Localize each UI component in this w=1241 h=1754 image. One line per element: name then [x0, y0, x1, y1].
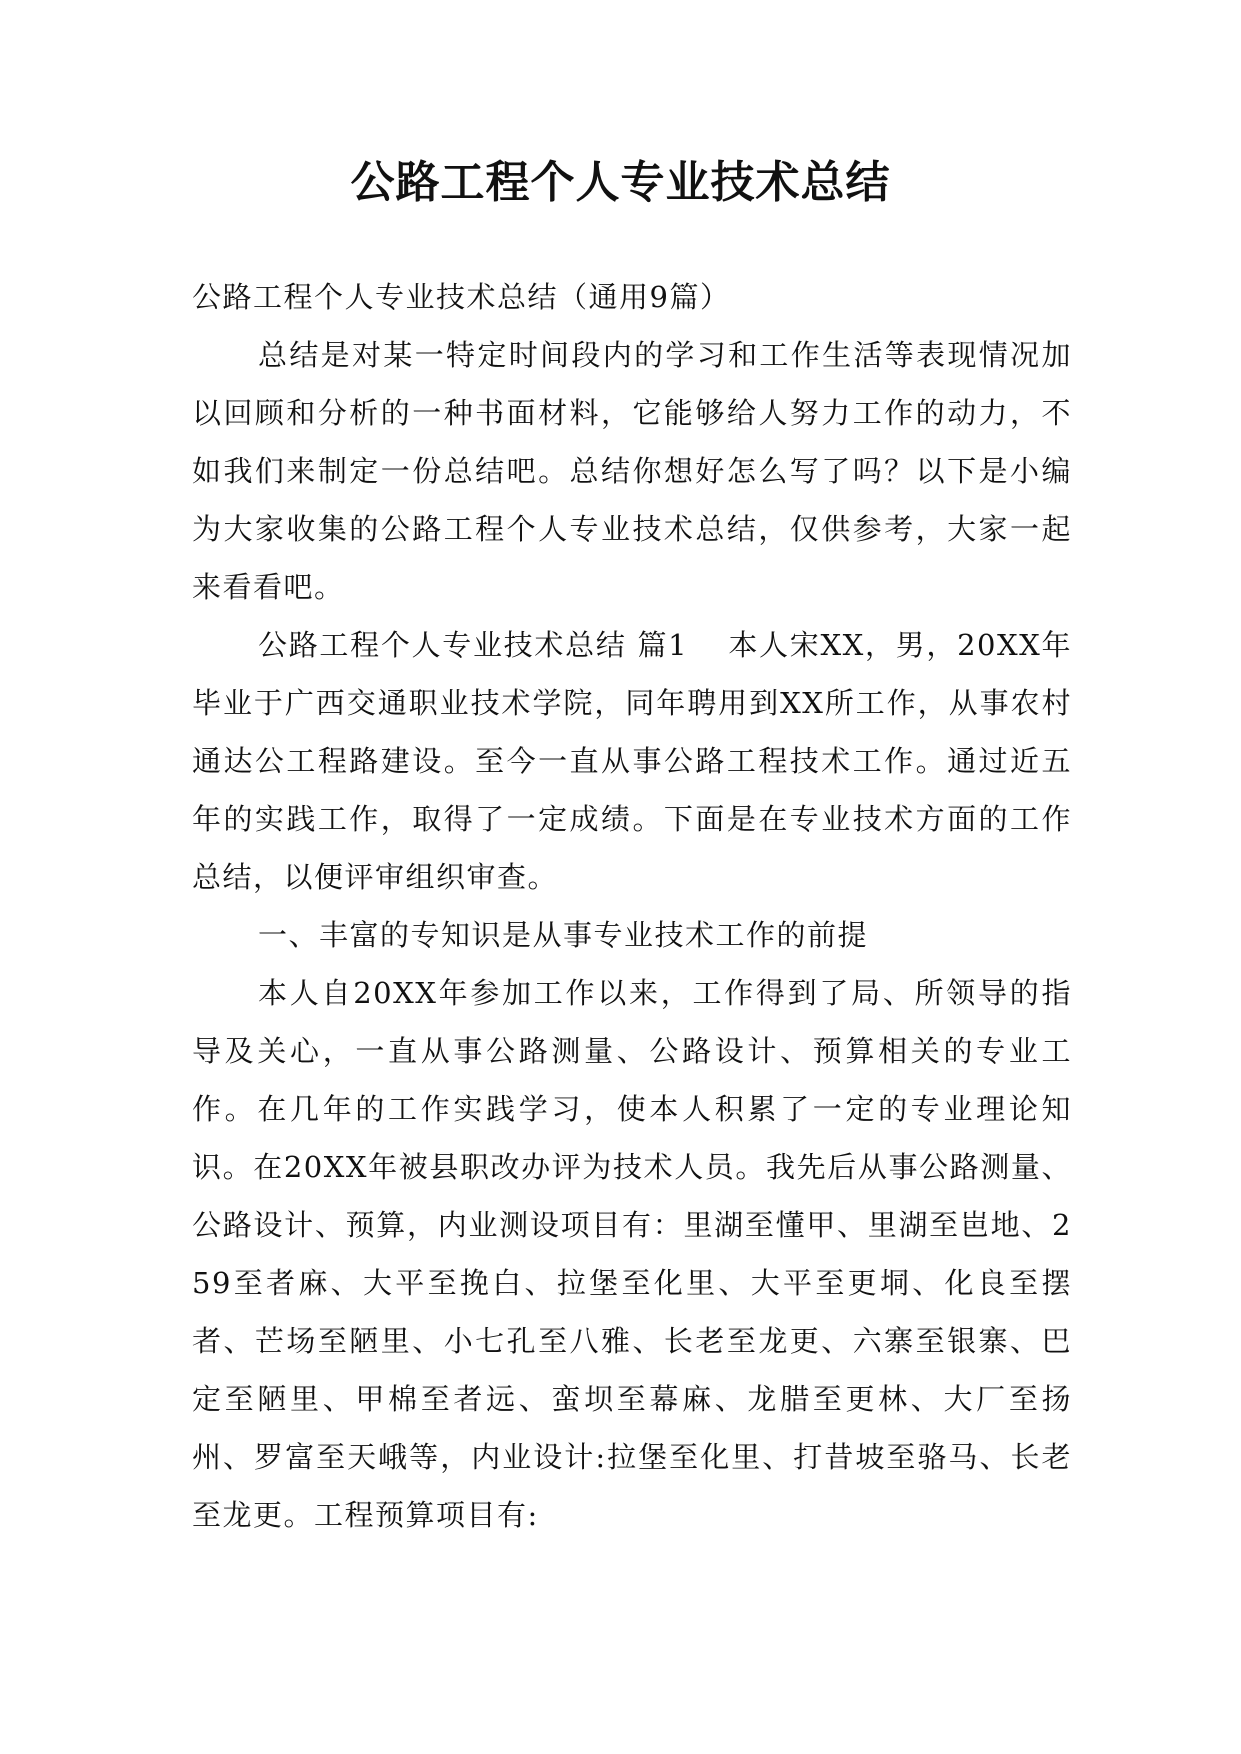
- section1-paragraph: [192, 616, 1072, 906]
- section1-text: 本人宋XX，男，20XX年毕业于广西交通职业技术学院，同年聘用到XX所工作，从事农村通达公工程路建设。至今一直从事公路工程技术工作。通过近五年的实践工作，取得了一定成绩。下面是在专业技术方面的工作总结，以便评审组织审查。: [192, 628, 1073, 894]
- point1-paragraph: 本人自20XX年参加工作以来，工作得到了局、所领导的指导及关心，一直从事公路测量、公路设计、预算相关的专业工作。在几年的工作实践学习，使本人积累了一定的专业理论知识。在20XX年被县职改办评为技术人员。我先后从事公路测量、公路设计、预算，内业测设项目有：里湖至懂甲、里湖至岜地、259至者麻、大平至挽白、拉堡至化里、大平至更垌、化良至摆者、芒场至陋里、小七孔至八雅、长老至龙更、六寨至银寨、巴定至陋里、甲棉至者远、蛮坝至幕麻、龙腊至更林、大厂至扬州、罗富至天峨等，内业设计:拉堡至化里、打昔坡至骆马、长老至龙更。工程预算项目有:: [192, 976, 1072, 1532]
- section1-heading: 公路工程个人专业技术总结 篇1: [258, 628, 689, 662]
- point1-heading: 一、丰富的专知识是从事专业技术工作的前提: [258, 918, 869, 952]
- document-body: [192, 268, 1072, 1544]
- document-title: 公路工程个人专业技术总结: [350, 157, 891, 208]
- document-subtitle: 公路工程个人专业技术总结（通用9篇）: [192, 280, 731, 314]
- intro-paragraph: 总结是对某一特定时间段内的学习和工作生活等表现情况加以回顾和分析的一种书面材料，它能够给人努力工作的动力，不如我们来制定一份总结吧。总结你想好怎么写了吗？以下是小编为大家收集的公路工程个人专业技术总结，仅供参考，大家一起来看看吧。: [192, 338, 1072, 604]
